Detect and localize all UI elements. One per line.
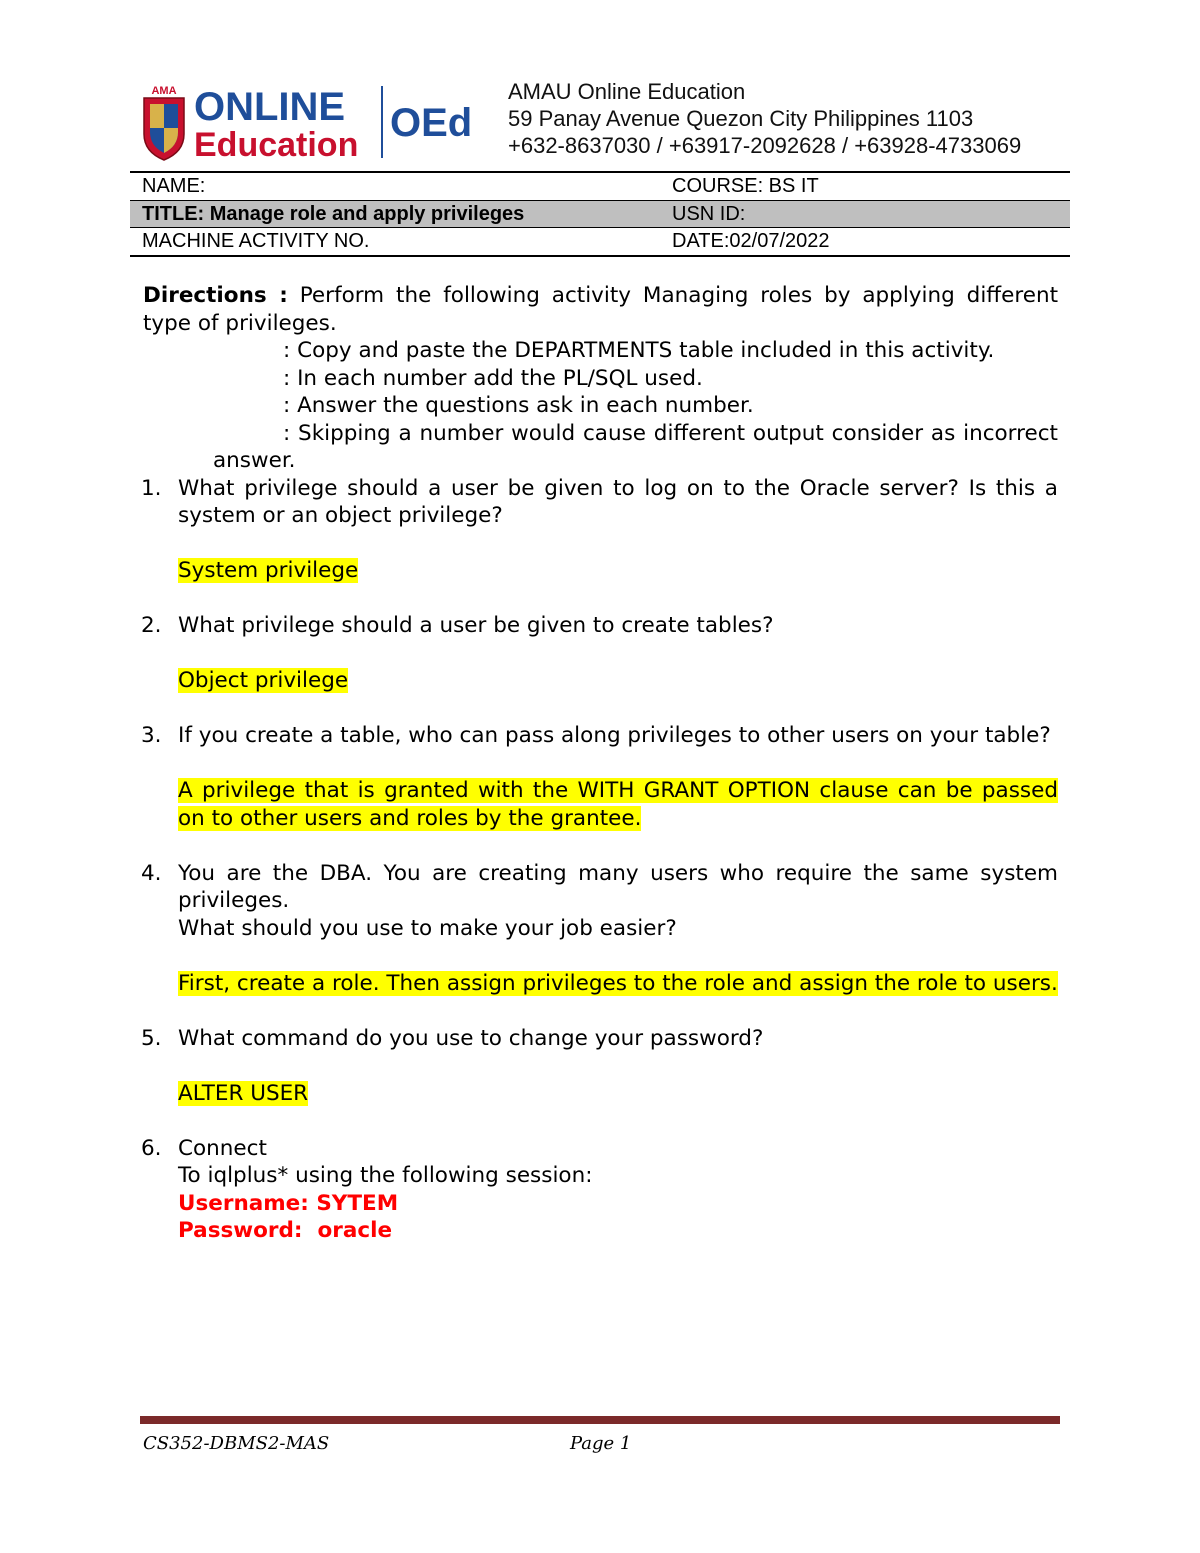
question-5: 5. What command do you use to change your password?: [141, 1025, 764, 1051]
answer-4: First, create a role. Then assign privileges to the role and assign the role to users.: [178, 970, 1058, 996]
logo-education-text: Education: [194, 126, 359, 162]
name-field: NAME:: [142, 175, 206, 197]
answer-2: Object privilege: [178, 668, 349, 693]
shield-text: AMA: [151, 85, 177, 97]
question-4-line2: What should you use to make your job easier?: [178, 915, 677, 941]
question-6-line2: To iqlplus* using the following session:: [178, 1163, 593, 1188]
org-name: AMAU Online Education: [508, 79, 746, 104]
document-body: [143, 282, 1058, 1245]
question-2: 2. What privilege should a user be given to create tables?: [141, 613, 774, 638]
info-row-title: [130, 200, 1070, 228]
org-address: 59 Panay Avenue Quezon City Philippines 1103: [508, 106, 974, 131]
shield-icon: [144, 85, 184, 160]
directions-line1: Directions : Perform the following activity Managing roles by applying different type of privileges.: [143, 283, 1058, 336]
student-info-table: [130, 171, 1070, 257]
info-row-name: [130, 173, 1070, 200]
directions-line2: : Copy and paste the DEPARTMENTS table included in this activity.: [283, 338, 995, 363]
answer-1: System privilege: [178, 558, 359, 583]
course-field: COURSE: BS IT: [672, 175, 819, 197]
footer-course-code: CS352-DBMS2-MAS: [143, 1433, 330, 1454]
question-6: 6. Connect: [141, 1135, 267, 1161]
footer-page-number: Page 1: [570, 1433, 632, 1454]
logo-oed-text: OEd: [390, 101, 473, 145]
directions-label: Directions :: [143, 283, 288, 308]
amau-online-education-logo: [140, 82, 490, 162]
usn-field: USN ID:: [672, 203, 746, 225]
date-field: DATE:02/07/2022: [672, 230, 830, 252]
question-1: 1. What privilege should a user be given to log on to the Oracle server? Is this a system or an object privilege?: [141, 475, 1058, 528]
organization-info: [508, 78, 1021, 159]
machine-activity-field: MACHINE ACTIVITY NO.: [142, 230, 370, 252]
logo-online-text: ONLINE: [194, 85, 346, 129]
org-phones: +632-8637030 / +63917-2092628 / +63928-4733069: [508, 133, 1022, 158]
question-4: 4. You are the DBA. You are creating many users who require the same system privileges.: [141, 860, 1058, 913]
directions-line3: : In each number add the PL/SQL used.: [283, 365, 703, 391]
answer-3: A privilege that is granted with the WITH GRANT OPTION clause can be passed on to other users and roles by the grantee.: [178, 778, 1058, 831]
footer-divider: [140, 1416, 1060, 1424]
directions-line5: : Skipping a number would cause different output consider as incorrect answer.: [213, 420, 1058, 473]
directions-line4: : Answer the questions ask in each number.: [283, 393, 754, 418]
info-row-machine: [130, 228, 1070, 255]
answer-5: ALTER USER: [178, 1080, 309, 1106]
session-username: Username: SYTEM: [178, 1190, 399, 1216]
session-password: Password: oracle: [178, 1218, 393, 1243]
question-3: 3. If you create a table, who can pass along privileges to other users on your table?: [141, 723, 1051, 748]
logo-divider: [381, 86, 383, 158]
title-field: TITLE: Manage role and apply privileges: [142, 203, 525, 225]
